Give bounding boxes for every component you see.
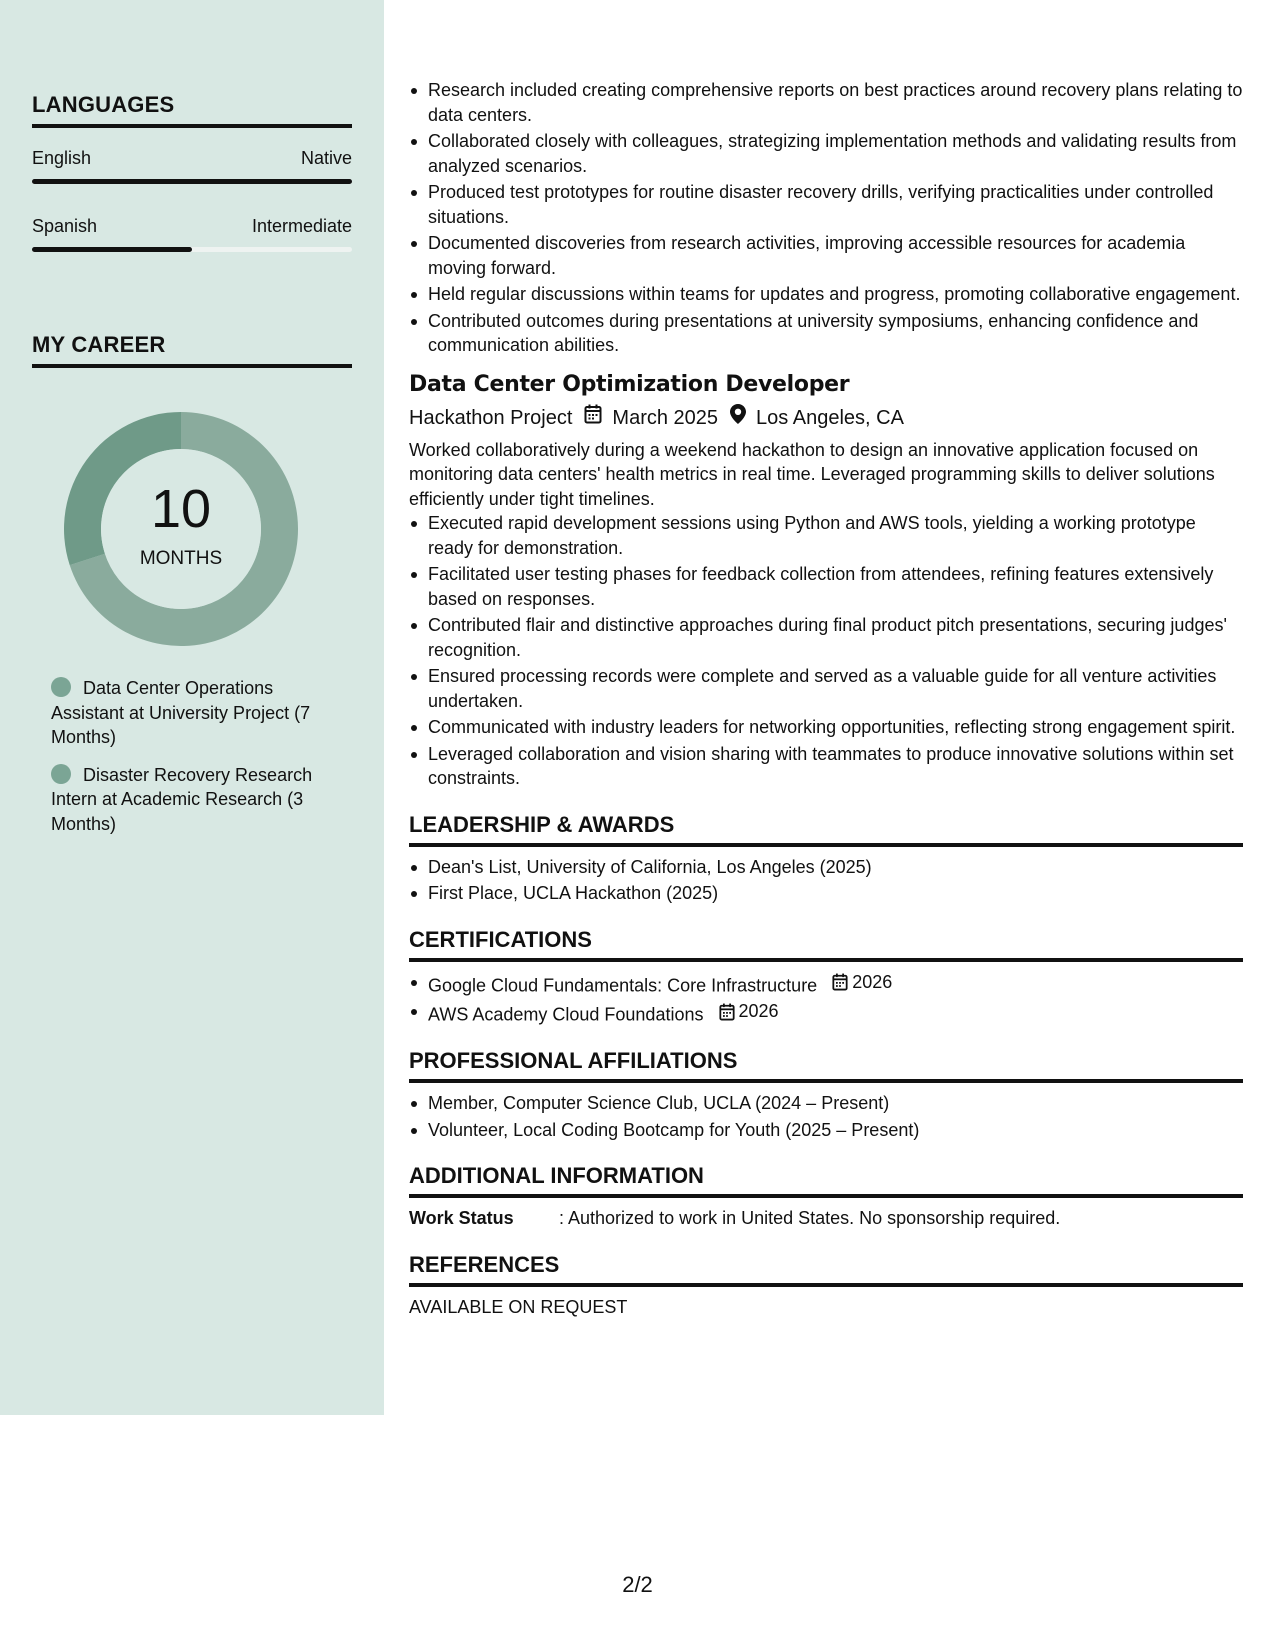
language-name: Spanish — [32, 216, 98, 236]
certifications-heading: CERTIFICATIONS — [409, 926, 1243, 962]
language-proficiency-bar — [32, 247, 352, 252]
career-legend-label: Data Center Operations Assistant at University Project (7 Months) — [51, 678, 311, 747]
certifications-list — [409, 970, 1243, 1028]
languages-heading: LANGUAGES — [32, 92, 352, 128]
language-item — [32, 148, 352, 184]
certification-year: 2026 — [852, 971, 893, 992]
job-title: Data Center Optimization Developer — [409, 371, 850, 397]
work-status-value: : Authorized to work in United States. No sponsorship required. — [559, 1208, 1061, 1228]
map-pin-icon — [730, 404, 746, 432]
main-content — [409, 78, 1243, 1319]
work-status-label: Work Status — [409, 1208, 514, 1228]
job-bullets — [409, 511, 1243, 791]
certification-item — [428, 999, 1243, 1027]
certification-item — [428, 970, 1243, 998]
job-location: Los Angeles, CA — [756, 406, 904, 429]
language-level: Native — [300, 148, 352, 168]
affiliations-heading: PROFESSIONAL AFFILIATIONS — [409, 1047, 1243, 1083]
job-company: Hackathon Project — [409, 406, 573, 429]
certification-name: Google Cloud Fundamentals: Core Infrastructure — [428, 974, 818, 995]
page-number: 2/2 — [622, 1572, 653, 1597]
language-item — [32, 216, 352, 252]
language-name: English — [32, 148, 92, 168]
career-legend-label: Disaster Recovery Research Intern at Academic Research (3 Months) — [51, 764, 313, 834]
bullet-item: Executed rapid development sessions using Python and AWS tools, yielding a working prototype ready for demonstration. — [428, 511, 1243, 560]
bullet-item: Contributed flair and distinctive approaches during final product pitch presentations, securing judges' recognition. — [428, 613, 1243, 662]
certification-name: AWS Academy Cloud Foundations — [428, 1004, 704, 1025]
prev-job-bullets — [409, 78, 1243, 358]
language-proficiency-bar — [32, 179, 352, 184]
bullet-item: Leveraged collaboration and vision sharing with teammates to produce innovative solutions within set constraints. — [428, 742, 1243, 791]
languages-section — [32, 92, 352, 252]
calendar-icon — [719, 1003, 735, 1021]
certification-date — [832, 970, 892, 995]
calendar-icon — [584, 404, 602, 432]
career-donut-chart — [64, 412, 298, 646]
work-status-row — [409, 1206, 1243, 1231]
additional-info-heading: ADDITIONAL INFORMATION — [409, 1162, 1243, 1198]
job-description: Worked collaboratively during a weekend hackathon to design an innovative application focused on monitoring data centers' health metrics in real time. Leveraged programming skills to deliver solutions efficiently under tight timelines. — [409, 439, 1215, 509]
bullet-item: Facilitated user testing phases for feedback collection from attendees, refining features extensively based on responses. — [428, 562, 1243, 611]
career-total-unit: MONTHS — [139, 548, 223, 569]
career-legend-item — [51, 676, 341, 750]
career-section — [32, 332, 352, 368]
affiliation-item: Volunteer, Local Coding Bootcamp for Youth (2025 – Present) — [428, 1118, 1243, 1143]
bullet-item: Documented discoveries from research activities, improving accessible resources for academia moving forward. — [428, 231, 1243, 280]
career-total-value: 10 — [150, 479, 212, 539]
leadership-list — [409, 855, 1243, 906]
references-text: AVAILABLE ON REQUEST — [409, 1296, 628, 1317]
legend-dot-icon — [51, 677, 71, 697]
sidebar — [0, 0, 384, 1415]
language-proficiency-fill — [32, 179, 352, 184]
bullet-item: Held regular discussions within teams for updates and progress, promoting collaborative engagement. — [428, 282, 1243, 307]
bullet-item: Produced test prototypes for routine disaster recovery drills, verifying practicalities under controlled situations. — [428, 180, 1243, 229]
bullet-item: Contributed outcomes during presentations at university symposiums, enhancing confidence and communication abilities. — [428, 309, 1243, 358]
language-level: Intermediate — [251, 216, 352, 236]
affiliation-item: Member, Computer Science Club, UCLA (2024 – Present) — [428, 1091, 1243, 1116]
career-legend — [51, 676, 341, 849]
bullet-item: Communicated with industry leaders for networking opportunities, reflecting strong engagement spirit. — [428, 715, 1243, 740]
language-proficiency-fill — [32, 247, 192, 252]
award-item: Dean's List, University of California, Los Angeles (2025) — [428, 855, 1243, 880]
bullet-item: Collaborated closely with colleagues, strategizing implementation methods and validating results from analyzed scenarios. — [428, 129, 1243, 178]
bullet-item: Ensured processing records were complete and served as a valuable guide for all venture activities undertaken. — [428, 664, 1243, 713]
leadership-heading: LEADERSHIP & AWARDS — [409, 811, 1243, 847]
job-date: March 2025 — [612, 406, 719, 429]
career-legend-item — [51, 763, 341, 837]
career-heading: MY CAREER — [32, 332, 352, 368]
calendar-icon — [832, 973, 848, 991]
job-meta — [409, 404, 1243, 432]
certification-date — [719, 999, 779, 1024]
donut-center — [64, 412, 298, 646]
award-item: First Place, UCLA Hackathon (2025) — [428, 881, 1243, 906]
certification-year: 2026 — [738, 1001, 779, 1022]
bullet-item: Research included creating comprehensive reports on best practices around recovery plans relating to data centers. — [428, 78, 1243, 127]
legend-dot-icon — [51, 764, 71, 784]
affiliations-list — [409, 1091, 1243, 1142]
references-heading: REFERENCES — [409, 1251, 1243, 1287]
